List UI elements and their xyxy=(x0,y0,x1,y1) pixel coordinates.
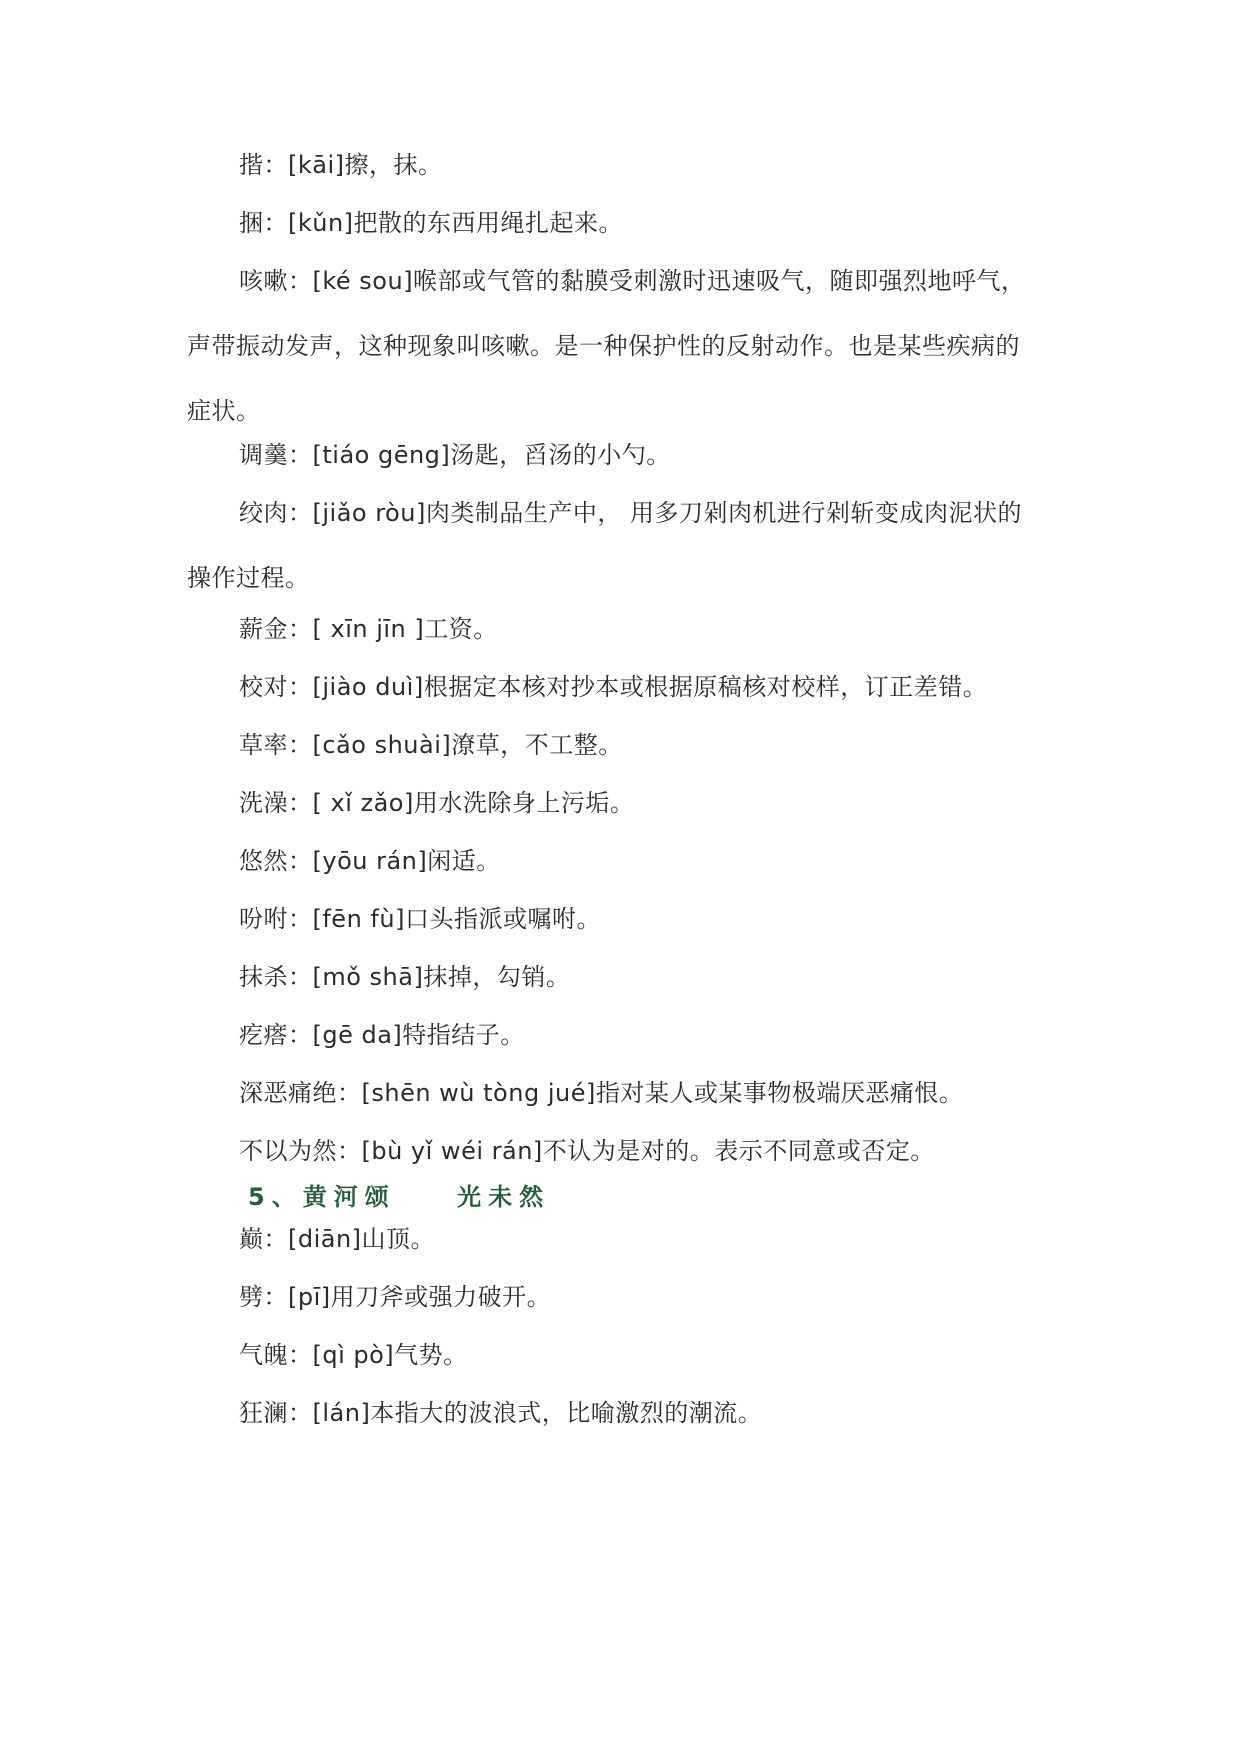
vocab-entry-jiaodui: 校对：[jiào duì]根据定本核对抄本或根据原稿核对校样，订正差错。 xyxy=(239,673,988,701)
vocab-entry-tiaogeng: 调羹：[tiáo gēng]汤匙，舀汤的小勺。 xyxy=(239,441,671,469)
vocab-entry-kesou: 咳嗽：[ké sou]喉部或气管的黏膜受刺激时迅速吸气，随即强烈地呼气，声带振动发声，这种现象叫咳嗽。是一种保护性的反射动作。也是某些疾病的症状。 xyxy=(187,267,1026,425)
vocab-entry-geda: 疙瘩：[gē da]特指结子。 xyxy=(239,1021,525,1049)
vocab-entry-fenfu: 吩咐：[fēn fù]口头指派或嘱咐。 xyxy=(239,905,601,933)
vocab-entry-xizao: 洗澡：[ xǐ zǎo]用水洗除身上污垢。 xyxy=(239,789,635,817)
vocab-entry-kuanglan: 狂澜：[lán]本指大的波浪式，比喻激烈的潮流。 xyxy=(239,1399,763,1427)
vocab-entry-pi: 劈：[pī]用刀斧或强力破开。 xyxy=(239,1283,552,1311)
vocab-entry-qipo: 气魄：[qì pò]气势。 xyxy=(239,1341,468,1369)
vocab-entry-kai: 揩：[kāi]擦，抹。 xyxy=(239,151,443,179)
vocab-entry-kun: 捆：[kǔn]把散的东西用绳扎起来。 xyxy=(239,209,624,237)
vocab-entry-mosha: 抹杀：[mǒ shā]抹掉，勾销。 xyxy=(239,963,571,991)
vocab-entry-buyiweiran: 不以为然：[bù yǐ wéi rán]不认为是对的。表示不同意或否定。 xyxy=(239,1137,935,1165)
vocab-entry-shenwutongjue: 深恶痛绝：[shēn wù tòng jué]指对某人或某事物极端厌恶痛恨。 xyxy=(239,1079,964,1107)
vocab-entry-caoshuai: 草率：[cǎo shuài]潦草，不工整。 xyxy=(239,731,623,759)
vocab-entry-jiaorou: 绞肉：[jiǎo ròu]肉类制品生产中， 用多刀剁肉机进行剁斩变成肉泥状的操作过程。 xyxy=(187,499,1022,592)
vocab-entry-xinjin: 薪金：[ xīn jīn ]工资。 xyxy=(239,615,498,643)
vocab-entry-dian: 巅：[diān]山顶。 xyxy=(239,1225,436,1253)
vocab-entry-youran: 悠然：[yōu rán]闲适。 xyxy=(239,847,501,875)
section-heading: 5、黄河颂 光未然 xyxy=(248,1183,551,1211)
